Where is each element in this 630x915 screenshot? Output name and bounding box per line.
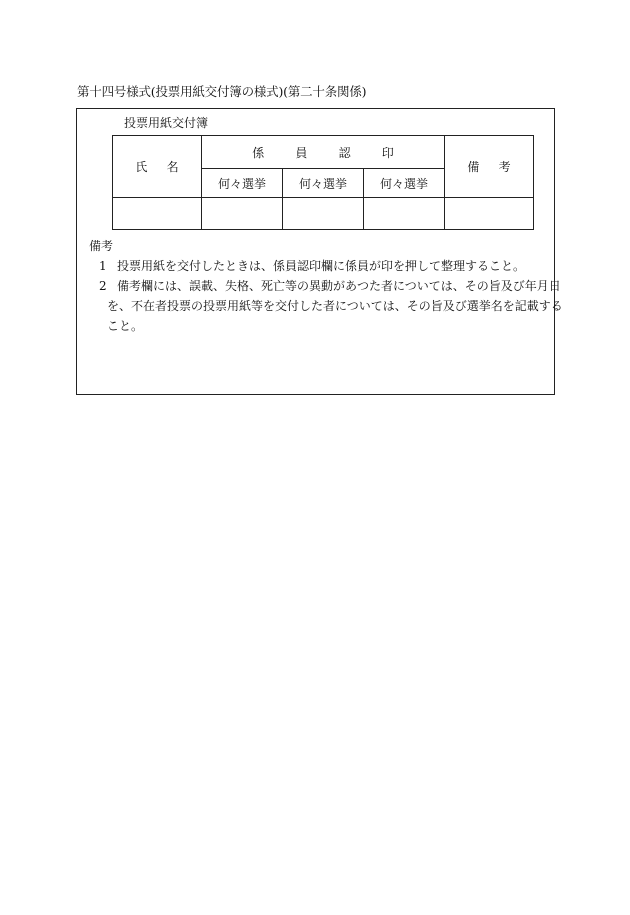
- form-title: 第十四号様式(投票用紙交付簿の様式)(第二十条関係): [77, 84, 367, 99]
- note-text-line-3: こと。: [107, 319, 144, 333]
- cell-seal-1: [202, 198, 283, 230]
- cell-remarks: [445, 198, 534, 230]
- note-item-2: [99, 276, 563, 336]
- header-name: [113, 136, 202, 198]
- register-table: [112, 135, 534, 230]
- note-item-1: [99, 256, 525, 276]
- header-seal-group: [202, 136, 445, 169]
- note-number: 1: [99, 259, 107, 273]
- subheader-election-1: 何々選挙: [202, 169, 283, 198]
- subheader-election-3: 何々選挙: [364, 169, 445, 198]
- book-title: 投票用紙交付簿: [124, 116, 209, 130]
- table-row: [113, 198, 534, 230]
- cell-name: [113, 198, 202, 230]
- header-remarks: [445, 136, 534, 198]
- note-text-line-1: 備考欄には、誤載、失格、死亡等の異動があつた者については、その旨及び年月日: [117, 279, 561, 293]
- header-remarks-label: 備考: [467, 160, 530, 174]
- form-frame: [76, 108, 563, 395]
- note-text-line-2: を、不在者投票の投票用紙等を交付した者については、その旨及び選挙名を記載する: [107, 299, 563, 313]
- header-seal-group-label: 係員認印: [252, 145, 425, 160]
- notes-heading: 備考: [89, 239, 114, 253]
- subheader-election-2: 何々選挙: [283, 169, 364, 198]
- note-text: 投票用紙を交付したときは、係員認印欄に係員が印を押して整理すること。: [117, 259, 526, 273]
- cell-seal-3: [364, 198, 445, 230]
- note-number: 2: [99, 279, 107, 293]
- cell-seal-2: [283, 198, 364, 230]
- header-name-label: 氏名: [135, 160, 198, 174]
